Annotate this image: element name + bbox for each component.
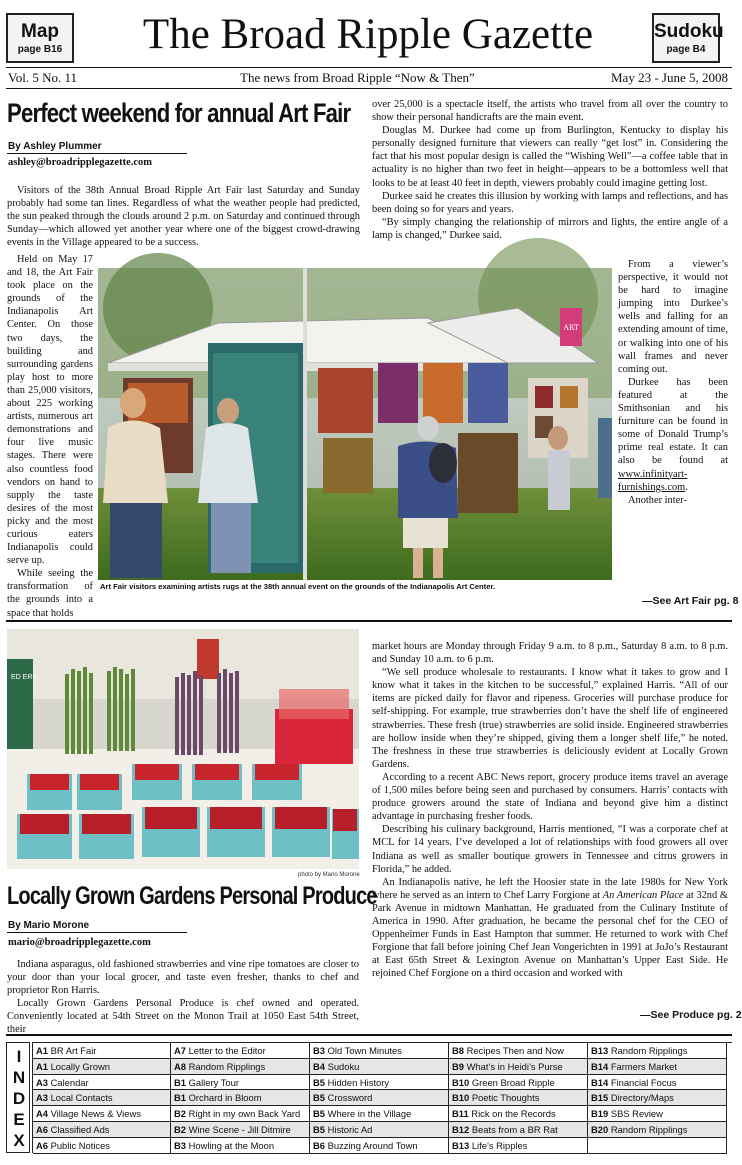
produce-continued[interactable]: —See Produce pg. 2 bbox=[640, 1009, 742, 1021]
index-section-title: Random Ripplings bbox=[188, 1060, 266, 1072]
index-page-number: B5 bbox=[313, 1092, 325, 1104]
paragraph-text: at 32nd & Park Avenue in midtown Manhattan. He graduated from the Culinary Institute of America in 1990. After graduation, he became the personal chef for the CEO of Oppenheimer Funds in East Hampton that summer. He returned to work with Chef Forgione that fall before joining Chef Jean Vongerichten in 1991 at JoJo’s Restaurant at East 65th Street & Lexington Avenue on Manhattan’s Upper East Side. He rejoined Chef Forgione on a third occasion and worked with bbox=[372, 889, 728, 980]
index-page-number: B5 bbox=[313, 1124, 325, 1135]
art-fair-email[interactable]: ashley@broadripplegazette.com bbox=[8, 157, 153, 168]
index-entry[interactable] bbox=[588, 1043, 727, 1059]
index-page-number: B10 bbox=[452, 1076, 470, 1088]
index-section-title: Directory/Maps bbox=[610, 1092, 674, 1104]
index-entry[interactable] bbox=[171, 1090, 310, 1106]
index-letter: I bbox=[16, 1047, 22, 1066]
paragraph: Another inter- bbox=[628, 494, 687, 506]
byline-rule bbox=[7, 932, 187, 933]
index-section-title: Gallery Tour bbox=[188, 1076, 239, 1088]
sudoku-ear-box[interactable] bbox=[652, 13, 724, 63]
index-entry[interactable] bbox=[449, 1043, 588, 1059]
index-entry[interactable] bbox=[33, 1138, 171, 1154]
index-page-number: B1 bbox=[174, 1076, 186, 1088]
index-page-number: B10 bbox=[452, 1092, 470, 1104]
art-fair-col2 bbox=[372, 98, 728, 258]
index-page-number: A8 bbox=[174, 1060, 186, 1072]
paragraph: Visitors of the 38th Annual Broad Ripple Art Fair last Saturday and Sunday probably had some tan lines. Regardless of what the weather people had predicted, the sun peaked through the clouds around 2 p.m. on Saturday and continued through Sunday—which allowed yet another year where one of the biggest crowd-drawing events in the Village appeared to be a success. bbox=[7, 185, 360, 249]
produce-sign-text: ED ERS bbox=[11, 674, 38, 681]
index-section-title: Random Ripplings bbox=[610, 1124, 688, 1135]
index-page-number: A6 bbox=[36, 1124, 48, 1135]
paragraph: Held on May 17 and 18, the Art Fair took place on the grounds of the Indianapolis Art Center. On those two days, the building and surrounding gardens play host to more than 25,000 visitors, about 225 working artists, numerous art demonstrations and four live music stages. There were also countless food vendors on hand to supply the taste desires of the most picky and the most curious eaters Indianapolis could serve up. bbox=[7, 254, 93, 567]
byline-rule bbox=[7, 153, 187, 154]
paragraph: Durkee said he creates this illusion by working with lamps and reflections, and has been doing so for years and years. bbox=[372, 190, 728, 215]
index-entry[interactable] bbox=[33, 1122, 171, 1138]
index-page-number: B3 bbox=[313, 1045, 325, 1056]
index-section-title: Random Ripplings bbox=[610, 1045, 688, 1056]
index-page-number: A7 bbox=[174, 1045, 186, 1056]
index-section-title: Financial Focus bbox=[610, 1076, 677, 1088]
art-fair-continued[interactable]: —See Art Fair pg. 8 bbox=[642, 595, 739, 607]
paragraph: market hours are Monday through Friday 9 a.m. to 8 p.m., Saturday 8 a.m. to 8 p.m. and Sunday 10 a.m. to 6 p.m. bbox=[372, 641, 728, 666]
index-entry[interactable] bbox=[310, 1043, 449, 1059]
index-page-number: B15 bbox=[591, 1092, 609, 1104]
paragraph: Douglas M. Durkee had come up from Burlington, Kentucky to display his personally designed furniture that viewers can really “get lost” in. Considering the fact that his most popular design is called the “Wishing Well”—a coffee table that in actuality is no higher than two feet in height—appears to be a bottomless well that looks to be at least 40 feet in depth, viewers probably could imagine getting lost. bbox=[372, 125, 728, 189]
index-entry[interactable] bbox=[449, 1138, 588, 1154]
index-entry[interactable] bbox=[171, 1106, 310, 1122]
index-letter: E bbox=[13, 1110, 25, 1129]
photo-credit: photo by Mario Morone bbox=[298, 872, 360, 878]
paragraph: “By simply changing the relationship of mirrors and lights, the entire angle of a lamp is changed,” Durkee said. bbox=[372, 216, 728, 241]
art-fair-byline: By Ashley Plummer bbox=[8, 141, 102, 152]
index-section-title: Recipes Then and Now bbox=[466, 1045, 564, 1056]
index-page-number: B8 bbox=[452, 1045, 464, 1056]
art-fair-side-col bbox=[618, 258, 728, 578]
paragraph: According to a recent ABC News report, grocery produce items travel an average of 1,500 miles before being seen and purchased by consumers. Harris’ contacts with produce growers around the state of Indiana and beyond give him a distinct advantage in purchasing fresher foods. bbox=[372, 771, 728, 823]
index-section-title: Old Town Minutes bbox=[327, 1045, 402, 1056]
index-page-number: A6 bbox=[36, 1139, 48, 1151]
map-ear-label: Map bbox=[21, 21, 59, 42]
index-section-title: Calendar bbox=[50, 1076, 89, 1088]
index-section-title: Letter to the Editor bbox=[188, 1045, 266, 1056]
index-page-number: B2 bbox=[174, 1124, 186, 1135]
index-entry[interactable] bbox=[310, 1090, 449, 1106]
index-section-title: Local Contacts bbox=[50, 1092, 113, 1104]
art-fair-caption: Art Fair visitors examining artists rugs at the 38th annual event on the grounds of the Indianapolis Art Center. bbox=[100, 582, 496, 591]
index-entry[interactable] bbox=[449, 1059, 588, 1075]
index-entry[interactable] bbox=[588, 1059, 727, 1075]
index-entry[interactable] bbox=[33, 1043, 171, 1059]
index-entry[interactable] bbox=[310, 1122, 449, 1138]
newspaper-title: The Broad Ripple Gazette bbox=[142, 11, 594, 58]
index-entry bbox=[588, 1138, 727, 1154]
index-entry[interactable] bbox=[171, 1122, 310, 1138]
paragraph: over 25,000 is a spectacle itself, the artists who travel from all over the country to show their personal handicrafts are the main event. bbox=[372, 99, 728, 124]
index-section-title: Beats from a BR Rat bbox=[471, 1124, 558, 1135]
volume-number: Vol. 5 No. 11 bbox=[8, 70, 77, 85]
masthead-info-line bbox=[8, 70, 728, 86]
index-section-title: Poetic Thoughts bbox=[471, 1092, 540, 1104]
masthead-rule-bottom bbox=[6, 88, 732, 89]
index-entry[interactable] bbox=[33, 1090, 171, 1106]
index-grid bbox=[32, 1042, 732, 1153]
tagline: The news from Broad Ripple “Now & Then” bbox=[240, 70, 475, 85]
continued-text: See Art Fair pg. 8 bbox=[652, 595, 739, 607]
index-section-title: Life’s Ripples bbox=[471, 1139, 528, 1151]
index-page-number: A3 bbox=[36, 1076, 48, 1088]
index-section-title: Locally Grown bbox=[50, 1060, 110, 1072]
index-section-title: SBS Review bbox=[610, 1108, 663, 1120]
index-page-number: B6 bbox=[313, 1139, 325, 1151]
index-entry[interactable] bbox=[171, 1138, 310, 1154]
index-entry[interactable] bbox=[588, 1122, 727, 1138]
index-page-number: A1 bbox=[36, 1045, 48, 1056]
index-page-number: B5 bbox=[313, 1108, 325, 1120]
issue-dates: May 23 - June 5, 2008 bbox=[611, 70, 728, 85]
map-ear-box[interactable] bbox=[6, 13, 74, 63]
index-section-title: BR Art Fair bbox=[50, 1045, 97, 1056]
index-entry[interactable] bbox=[449, 1122, 588, 1138]
map-ear-page: page B16 bbox=[17, 44, 63, 55]
index-entry[interactable] bbox=[449, 1106, 588, 1122]
index-page-number: B13 bbox=[591, 1045, 609, 1056]
produce-email[interactable]: mario@broadripplegazette.com bbox=[8, 937, 151, 948]
side-text: Durkee has been featured at the Smithsonian and his furniture can be found in some of Donald Trump’s prime real estate. It can also be found at bbox=[618, 376, 728, 467]
produce-photo bbox=[7, 629, 359, 869]
paragraph: Indiana asparagus, old fashioned strawberries and vine ripe tomatoes are closer to your door than your local grocer, and taste even fresher, thanks to chef and proprietor Ron Harris. bbox=[7, 959, 359, 997]
index-page-number: A3 bbox=[36, 1092, 48, 1104]
paragraph: From a viewer’s perspective, it would not be hard to imagine jumping into Durkee’s wells and falling for an extending amount of time, or walking into one of his wall frames and never coming out. bbox=[618, 259, 728, 375]
index-letter: X bbox=[13, 1131, 25, 1150]
paragraph: “We sell produce wholesale to restaurants. I know what it takes to grow and I know what it takes in the kitchen to be successful,” explained Harris. “All of our items are picked daily for flavor and ripeness. Groceries will purchase produce for self-shipping. For example, true strawberries don’t have the shelf life of engineered strawberries. These fresh (true) strawberries are solid inside. Engineered strawberries are hollow inside when they’re shipped, giving them a longer shelf life,” he noted. The freshness in these true strawberries is deliciously evident at Locally Grown Gardens. bbox=[372, 667, 728, 770]
art-fair-photo bbox=[98, 268, 612, 580]
paragraph: While seeing the transformation of the grounds into a space that holds bbox=[7, 568, 93, 619]
index-page-number: B3 bbox=[174, 1139, 186, 1151]
index-section-title: Rick on the Records bbox=[471, 1108, 556, 1120]
index-entry[interactable] bbox=[33, 1059, 171, 1075]
index-entry[interactable] bbox=[33, 1075, 171, 1091]
art-fair-col1-intro bbox=[7, 184, 360, 252]
index-box bbox=[6, 1042, 732, 1153]
paragraph-text: An Indianapolis native, he left the Hoosier state in the late 1980s for New York where he served as an intern to Chef Larry Forgione at bbox=[372, 876, 728, 901]
produce-byline: By Mario Morone bbox=[8, 920, 90, 931]
index-entry[interactable] bbox=[310, 1075, 449, 1091]
index-section-title: Orchard in Bloom bbox=[188, 1092, 262, 1104]
index-section-title: Where in the Village bbox=[327, 1108, 412, 1120]
index-section-title: Hidden History bbox=[327, 1076, 390, 1088]
produce-col1 bbox=[7, 958, 359, 1036]
index-letter: D bbox=[12, 1089, 26, 1108]
index-section-title: Farmers Market bbox=[610, 1060, 677, 1072]
paragraph: Locally Grown Gardens Personal Produce is chef owned and operated. Conveniently located at 54th Street on the Monon Trail at 1050 East 54th Street, their bbox=[7, 998, 359, 1036]
index-letter: N bbox=[12, 1068, 26, 1087]
index-page-number: B12 bbox=[452, 1124, 470, 1135]
index-page-number: B11 bbox=[452, 1108, 469, 1120]
index-section-title: Right in my own Back Yard bbox=[188, 1108, 301, 1120]
produce-col2 bbox=[372, 640, 728, 1015]
index-page-number: B20 bbox=[591, 1124, 609, 1135]
art-fair-headline: Perfect weekend for annual Art Fair bbox=[7, 98, 351, 128]
index-page-number: B5 bbox=[313, 1076, 325, 1088]
index-entry[interactable] bbox=[588, 1106, 727, 1122]
art-sign-text: ART bbox=[563, 323, 579, 332]
paragraph bbox=[372, 876, 728, 981]
index-section-title: Green Broad Ripple bbox=[471, 1076, 555, 1088]
produce-headline: Locally Grown Gardens Personal Produce bbox=[7, 882, 377, 910]
art-fair-narrow-col bbox=[7, 253, 93, 619]
index-section-title: Historic Ad bbox=[327, 1124, 373, 1135]
index-section-title: Howling at the Moon bbox=[188, 1139, 275, 1151]
index-page-number: B13 bbox=[452, 1139, 470, 1151]
index-label bbox=[6, 1042, 30, 1153]
period: . bbox=[685, 481, 688, 493]
index-entry[interactable] bbox=[310, 1138, 449, 1154]
index-section-title: Sudoku bbox=[327, 1060, 360, 1072]
index-entry[interactable] bbox=[33, 1106, 171, 1122]
masthead-rule-top bbox=[6, 67, 732, 68]
index-page-number: A1 bbox=[36, 1060, 48, 1072]
index-section-title: What’s in Heidi’s Purse bbox=[466, 1060, 563, 1072]
index-entry[interactable] bbox=[449, 1075, 588, 1091]
index-section-title: Village News & Views bbox=[50, 1108, 141, 1120]
index-section-title: Buzzing Around Town bbox=[327, 1139, 418, 1151]
section-divider bbox=[6, 620, 732, 622]
index-entry[interactable] bbox=[171, 1075, 310, 1091]
index-page-number: B19 bbox=[591, 1108, 609, 1120]
index-page-number: B2 bbox=[174, 1108, 186, 1120]
index-entry[interactable] bbox=[588, 1075, 727, 1091]
website-link[interactable]: www.infinityart-furnishings.com bbox=[618, 468, 688, 493]
continued-text: See Produce pg. 2 bbox=[650, 1009, 742, 1021]
index-entry[interactable] bbox=[171, 1043, 310, 1059]
index-divider bbox=[6, 1034, 732, 1036]
sudoku-ear-label: Sudoku bbox=[654, 21, 724, 42]
index-section-title: Classified Ads bbox=[50, 1124, 110, 1135]
restaurant-name: An American Place bbox=[602, 889, 684, 901]
index-page-number: B9 bbox=[452, 1060, 464, 1072]
index-entry[interactable] bbox=[588, 1090, 727, 1106]
index-section-title: Wine Scene - Jill Ditmire bbox=[188, 1124, 291, 1135]
sudoku-ear-page: page B4 bbox=[666, 44, 706, 55]
paragraph bbox=[618, 376, 728, 494]
index-page-number: B1 bbox=[174, 1092, 186, 1104]
index-entry[interactable] bbox=[310, 1059, 449, 1075]
index-section-title: Public Notices bbox=[50, 1139, 110, 1151]
paragraph: Describing his culinary background, Harris mentioned, “I was a corporate chef at MCL for 14 years. I’ve developed a lot of relationships with food growers all over Indiana as well as smaller boutique growers in Tennessee and citrus growers in Florida,” he added. bbox=[372, 824, 728, 875]
index-page-number: B14 bbox=[591, 1076, 609, 1088]
index-entry[interactable] bbox=[171, 1059, 310, 1075]
index-entry[interactable] bbox=[310, 1106, 449, 1122]
index-page-number: A4 bbox=[36, 1108, 48, 1120]
index-page-number: B4 bbox=[313, 1060, 325, 1072]
index-entry[interactable] bbox=[449, 1090, 588, 1106]
index-page-number: B14 bbox=[591, 1060, 609, 1072]
index-section-title: Crossword bbox=[327, 1092, 373, 1104]
